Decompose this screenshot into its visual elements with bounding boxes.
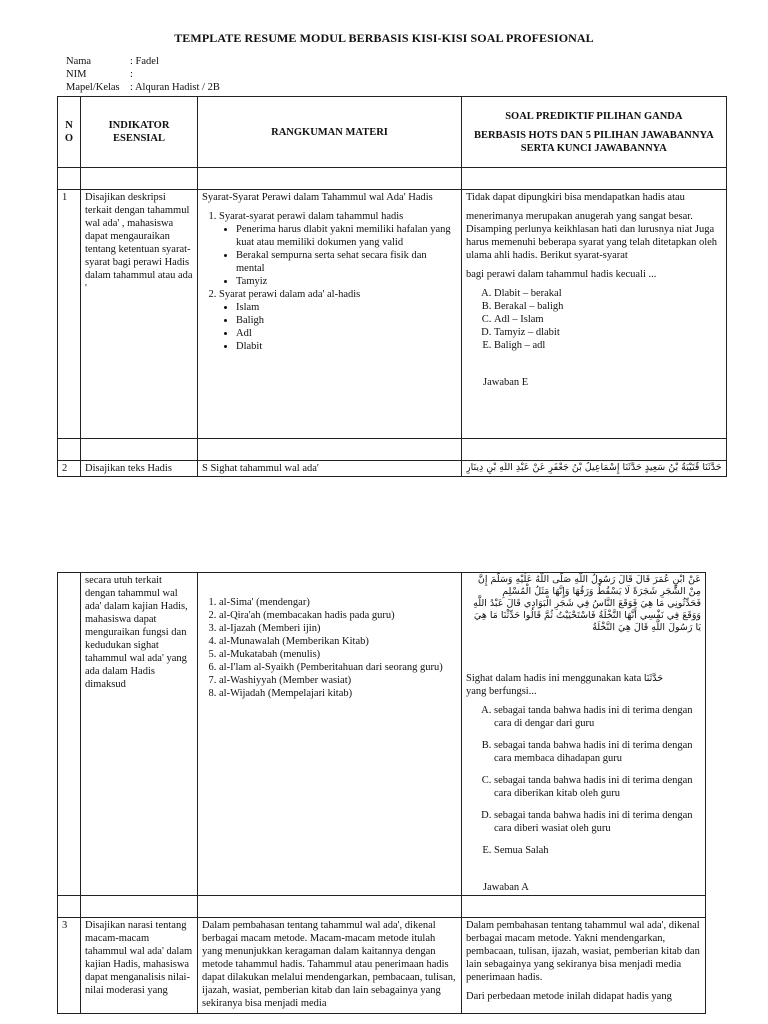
list-item: 5. al-Mukatabah (menulis) (219, 648, 457, 661)
answer-option: E. Semua Salah (494, 844, 701, 857)
answer-option: D. Tamyiz – dlabit (494, 326, 722, 339)
answer-options (466, 287, 722, 352)
soal-cell (462, 573, 706, 896)
list-item: • Islam (236, 301, 457, 314)
soal-paragraph: Dalam pembahasan tentang tahammul wal ada', dikenal berbagai macam metode. Yakni mendengarkan, pembacaan, tulisan, ijazah, wasiat, pemberian kitab dan lain sebagainya yang sekiranya bisa menjadi media penerimaan hadis. (466, 920, 700, 983)
materi-cell: S Sighat tahammul wal ada' (198, 461, 462, 477)
list-item (219, 210, 457, 288)
resume-table-page-2 (57, 572, 706, 1014)
table-row (58, 918, 706, 1014)
list-item: • Baligh (236, 314, 457, 327)
soal-question (466, 672, 701, 698)
list-item: 3. al-Ijazah (Memberi ijin) (219, 622, 457, 635)
meta-row-nim (66, 68, 220, 81)
soal-paragraph: Dari perbedaan metode inilah didapat hadis yang (466, 991, 672, 1002)
meta-value: : (130, 69, 133, 80)
answer-options (466, 704, 701, 857)
sub-list (219, 223, 457, 288)
header-no: N O (58, 97, 81, 168)
list-item: • Penerima harus dlabit yakni memiliki hafalan yang kuat atau memiliki dokumen yang valid (236, 223, 457, 249)
header-rangkuman: RANGKUMAN MATERI (198, 97, 462, 168)
answer-option: A. sebagai tanda bahwa hadis ini di terima dengan cara di dengar dari guru (494, 704, 701, 730)
materi-title: Syarat-Syarat Perawi dalam Tahammul wal Ada' Hadis (202, 192, 433, 203)
meta-row-mapel (66, 81, 220, 94)
spacer-row (58, 168, 727, 190)
materi-list (202, 596, 457, 700)
soal-question-text: Sighat dalam hadis ini menggunakan kata (466, 673, 642, 684)
row-number: 1 (58, 190, 81, 439)
indikator-cell: secara utuh terkait dengan tahammul wal ada' dalam kajian Hadis, mahasiswa dapat menguraikan fungsi dan kedudukan sighat tahammul wal ada' yang ada dalam Hadis dimaksud (81, 573, 198, 896)
list-item: 1. al-Sima' (mendengar) (219, 596, 457, 609)
spacer-row (58, 896, 706, 918)
answer-key: Jawaban E (483, 377, 529, 388)
document-title: TEMPLATE RESUME MODUL BERBASIS KISI-KISI SOAL PROFESIONAL (174, 31, 594, 45)
table-row (58, 190, 727, 439)
list-item-label: Syarat perawi dalam ada' al-hadis (219, 289, 361, 300)
resume-table-page-1 (57, 96, 727, 477)
answer-option: C. sebagai tanda bahwa hadis ini di terima dengan cara diberikan kitab oleh guru (494, 774, 701, 800)
materi-cell (198, 190, 462, 439)
materi-cell: Dalam pembahasan tentang tahammul wal ada', dikenal berbagai macam metode. Macam-macam metode itulah yang menunjukkan keragaman dalam kaitannya dengan metode tahammul hadis. Tahammul atau penerimaan hadis dapat dilakukan melalui mendengarkan, pembacaan, tulisan, ijazah, wasiat, pemberian kitab dan lain sebagainya yang sekiranya bisa menjadi media (198, 918, 462, 1014)
table-row (58, 461, 727, 477)
answer-option: C. Adl – Islam (494, 313, 722, 326)
meta-label: Nama (66, 56, 92, 67)
list-item: 4. al-Munawalah (Memberikan Kitab) (219, 635, 457, 648)
header-indikator: INDIKATOR ESENSIAL (81, 97, 198, 168)
answer-option: E. Baligh – adl (494, 339, 722, 352)
table-row (58, 573, 706, 896)
header-soal-line1: SOAL PREDIKTIF PILIHAN GANDA (505, 110, 683, 122)
answer-option: A. Dlabit – berakal (494, 287, 722, 300)
soal-question: bagi perawi dalam tahammul hadis kecuali ... (466, 269, 657, 280)
indikator-cell: Disajikan teks Hadis (81, 461, 198, 477)
list-item: 7. al-Washiyyah (Member wasiat) (219, 674, 457, 687)
indikator-cell: Disajikan narasi tentang macam-macam tahammul wal ada' dalam kajian Hadis, mahasiswa dapat menganalisis nilai-nilai moderasi yang (81, 918, 198, 1014)
list-item: • Dlabit (236, 340, 457, 353)
soal-cell (462, 461, 727, 477)
soal-question-text: yang berfungsi... (466, 686, 537, 697)
header-soal-line2: BERBASIS HOTS DAN 5 PILIHAN JAWABANNYA SERTA KUNCI JAWABANNYA (473, 129, 714, 154)
list-item: 6. al-I'lam al-Syaikh (Pemberitahuan dari seorang guru) (219, 661, 457, 674)
answer-option: D. sebagai tanda bahwa hadis ini di terima dengan cara diberi wasiat oleh guru (494, 809, 701, 835)
list-item-label: Syarat-syarat perawi dalam tahammul hadis (219, 211, 404, 222)
arabic-text: عَنْ ابْنِ عُمَرَ قَالَ قَالَ رَسُولُ اللَّهِ صَلَّى اللَّهُ عَلَيْهِ وَسَلَّمَ إِنَّ مِنْ الشَّجَرِ شَجَرَةً لَا يَسْقُطُ وَرَقُهَا وَإِنَّهَا مَثَلُ الْمُسْلِمِ فَحَدِّثُونِي مَا هِيَ فَوَقَعَ النَّاسُ فِي شَجَرِ الْبَوَادِي قَالَ عَبْدُ اللَّهِ وَوَقَعَ فِي نَفْسِي أَنَّهَا النَّخْلَةُ فَاسْتَحْيَيْتُ ثُمَّ قَالُوا حَدِّثْنَا مَا هِيَ يَا رَسُولَ اللَّهِ قَالَ هِيَ النَّخْلَةُ (473, 574, 701, 633)
list-item: • Tamyiz (236, 275, 457, 288)
meta-value: : Fadel (130, 56, 159, 67)
spacer-row (58, 439, 727, 461)
row-number: 3 (58, 918, 81, 1014)
soal-cell (462, 190, 727, 439)
list-item: 8. al-Wijadah (Mempelajari kitab) (219, 687, 457, 700)
list-item: • Berakal sempurna serta sehat secara fisik dan mental (236, 249, 457, 275)
soal-cell (462, 918, 706, 1014)
list-item: 2. al-Qira'ah (membacakan hadis pada guru) (219, 609, 457, 622)
answer-option: B. Berakal – baligh (494, 300, 722, 313)
meta-row-nama (66, 55, 220, 68)
sub-list (219, 301, 457, 353)
meta-label: Mapel/Kelas (66, 82, 120, 93)
materi-cell (198, 573, 462, 896)
list-item: • Adl (236, 327, 457, 340)
indikator-cell: Disajikan deskripsi terkait dengan tahammul wal ada' , mahasiswa dapat mengauraikan tentang ketentuan syarat-syarat bagi perawi Hadis dalam tahammul atau ada ' (81, 190, 198, 439)
header-soal (462, 97, 727, 168)
identity-block (66, 55, 220, 94)
materi-list (202, 210, 457, 353)
answer-option: B. sebagai tanda bahwa hadis ini di terima dengan cara membaca dihadapan guru (494, 739, 701, 765)
soal-paragraph: Tidak dapat dipungkiri bisa mendapatkan hadis atau (466, 192, 685, 203)
arabic-text: حَدَّثَنَا قُتَيْبَةُ بْنُ سَعِيدٍ حَدَّثَنَا إِسْمَاعِيلُ بْنُ جَعْفَرٍ عَنْ عَبْدِ اللَّهِ بْنِ دِينَارٍ (466, 462, 722, 473)
answer-key: Jawaban A (483, 882, 529, 893)
list-item (219, 288, 457, 353)
arabic-word: حَدَّثَنَا (643, 673, 664, 684)
meta-label: NIM (66, 69, 87, 80)
soal-paragraph: menerimanya merupakan anugerah yang sangat besar. Disamping perlunya keikhlasan hati dan lurusnya niat Juga harus memenuhi beberapa syarat yang telah ditetapkan oleh ulama ahli hadis. Berikut syarat-syarat (466, 211, 718, 261)
meta-value: : Alquran Hadist / 2B (130, 82, 220, 93)
row-number: 2 (58, 461, 81, 477)
header-row (58, 97, 727, 168)
